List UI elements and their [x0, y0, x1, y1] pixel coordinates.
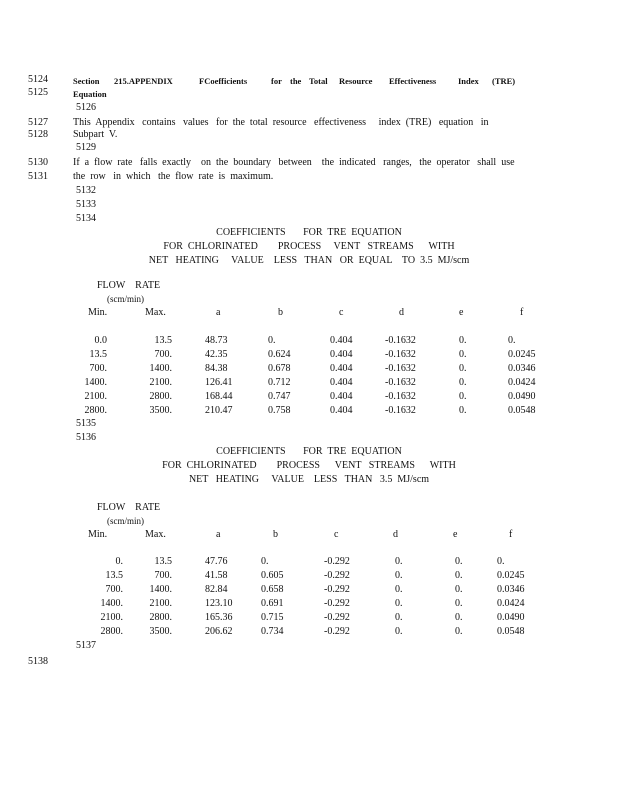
table-cell: 0.	[455, 612, 463, 623]
table-cell: 84.38	[205, 363, 228, 374]
table-cell: 0.	[459, 363, 467, 374]
table-cell: 0.	[508, 335, 516, 346]
table-cell: 0.0490	[508, 391, 536, 402]
table-cell: 2800.	[84, 405, 107, 416]
table-cell: 0.	[455, 626, 463, 637]
header-word: Section	[73, 76, 100, 86]
header-word: Resource	[339, 76, 373, 86]
line-number: 5132	[76, 185, 96, 196]
table-cell: -0.1632	[385, 391, 416, 402]
table-cell: 123.10	[205, 598, 233, 609]
table-cell: 0.624	[268, 349, 291, 360]
table-cell: 41.58	[205, 570, 228, 581]
table-cell: 0.	[459, 391, 467, 402]
table-cell: 1400.	[100, 598, 123, 609]
table-cell: -0.1632	[385, 363, 416, 374]
column-header: Min.	[88, 307, 108, 318]
table-cell: 0.605	[261, 570, 284, 581]
header-word: Total	[309, 76, 328, 86]
table-cell: 700.	[105, 584, 123, 595]
table-cell: 0.0490	[497, 612, 525, 623]
column-header: d	[399, 307, 404, 318]
table-cell: 0.0	[94, 335, 107, 346]
table-cell: -0.292	[324, 570, 350, 581]
line-number: 5127	[28, 117, 48, 128]
table-cell: 2800.	[100, 626, 123, 637]
table-cell: 2100.	[149, 598, 172, 609]
table-cell: -0.292	[324, 626, 350, 637]
table-cell: 0.0424	[497, 598, 525, 609]
table-cell: 0.	[268, 335, 276, 346]
column-header: b	[273, 529, 278, 540]
table-cell: 168.44	[205, 391, 233, 402]
column-header: f	[520, 307, 524, 318]
table-cell: 0.	[115, 556, 123, 567]
table-cell: 2800.	[149, 391, 172, 402]
table-cell: 0.	[261, 556, 269, 567]
table-cell: 0.	[455, 556, 463, 567]
column-header: Max.	[145, 307, 166, 318]
paragraph-line: Subpart V.	[73, 129, 118, 140]
header-word: Equation	[73, 89, 107, 99]
table-cell: 0.	[459, 377, 467, 388]
header-word: Index	[458, 76, 479, 86]
table-cell: 0.0424	[508, 377, 536, 388]
table-cell: 0.	[395, 556, 403, 567]
table-title: NET HEATING VALUE LESS THAN 3.5 MJ/scm	[188, 474, 430, 485]
paragraph-line: the row in which the flow rate is maximum.	[73, 171, 274, 182]
table-cell: -0.292	[324, 598, 350, 609]
table-cell: -0.1632	[385, 349, 416, 360]
table-cell: 0.715	[261, 612, 284, 623]
table-cell: 0.758	[268, 405, 291, 416]
table-cell: 0.404	[330, 349, 353, 360]
table-cell: 1400.	[149, 363, 172, 374]
table-cell: 13.5	[105, 570, 123, 581]
table-cell: 0.0346	[508, 363, 536, 374]
flow-rate-label: FLOW RATE	[97, 502, 161, 513]
table-cell: 0.	[459, 335, 467, 346]
line-number: 5125	[28, 87, 48, 98]
header-word: for	[271, 76, 282, 86]
table-cell: 0.	[455, 584, 463, 595]
header-word: 215.APPENDIX	[114, 76, 173, 86]
table-cell: 206.62	[205, 626, 233, 637]
table-cell: 2100.	[84, 391, 107, 402]
table-cell: 1400.	[149, 584, 172, 595]
column-header: a	[216, 529, 221, 540]
table-cell: 0.	[497, 556, 505, 567]
table-cell: 0.404	[330, 391, 353, 402]
table-cell: 0.0245	[497, 570, 525, 581]
line-number: 5129	[76, 142, 96, 153]
table-cell: 2100.	[100, 612, 123, 623]
units-label: (scm/min)	[107, 294, 144, 304]
table-cell: 2100.	[149, 377, 172, 388]
table-cell: 13.5	[154, 335, 172, 346]
table-cell: 0.	[395, 598, 403, 609]
table-cell: 700.	[89, 363, 107, 374]
line-number: 5138	[28, 656, 48, 667]
table-cell: 0.678	[268, 363, 291, 374]
line-number: 5124	[28, 74, 48, 85]
table-title: COEFFICIENTS FOR TRE EQUATION	[216, 227, 402, 238]
table-title: FOR CHLORINATED PROCESS VENT STREAMS WITH	[162, 460, 456, 471]
table-cell: -0.292	[324, 612, 350, 623]
table-cell: 0.0548	[508, 405, 536, 416]
table-cell: 3500.	[149, 626, 172, 637]
table-cell: 165.36	[205, 612, 233, 623]
table-cell: 82.84	[205, 584, 228, 595]
column-header: f	[509, 529, 513, 540]
table-cell: 47.76	[205, 556, 228, 567]
header-word: Effectiveness	[389, 76, 437, 86]
table-cell: 2800.	[149, 612, 172, 623]
table-cell: 0.	[395, 626, 403, 637]
header-word: FCoefficients	[199, 76, 248, 86]
table-cell: 0.404	[330, 335, 353, 346]
table-cell: 0.	[395, 584, 403, 595]
line-number: 5136	[76, 432, 96, 443]
table-cell: 0.0245	[508, 349, 536, 360]
table-cell: 1400.	[84, 377, 107, 388]
table-cell: 42.35	[205, 349, 228, 360]
table-cell: -0.1632	[385, 405, 416, 416]
line-number: 5135	[76, 418, 96, 429]
table-title: FOR CHLORINATED PROCESS VENT STREAMS WITH	[163, 241, 455, 252]
table-cell: -0.292	[324, 556, 350, 567]
table-cell: -0.1632	[385, 377, 416, 388]
table-cell: 0.	[459, 349, 467, 360]
table-cell: 0.404	[330, 405, 353, 416]
line-number: 5130	[28, 157, 48, 168]
table-cell: 0.658	[261, 584, 284, 595]
column-header: c	[339, 307, 344, 318]
table-cell: 0.404	[330, 363, 353, 374]
flow-rate-label: FLOW RATE	[97, 280, 161, 291]
table-cell: 0.	[455, 570, 463, 581]
column-header: Max.	[145, 529, 166, 540]
line-number: 5126	[76, 102, 96, 113]
table-cell: 700.	[154, 349, 172, 360]
table-cell: -0.292	[324, 584, 350, 595]
line-number: 5128	[28, 129, 48, 140]
table-cell: 0.712	[268, 377, 291, 388]
table-cell: -0.1632	[385, 335, 416, 346]
table-cell: 0.404	[330, 377, 353, 388]
table-cell: 0.734	[261, 626, 284, 637]
table-cell: 13.5	[89, 349, 107, 360]
line-number: 5131	[28, 171, 48, 182]
paragraph-line: This Appendix contains values for the total resource effectiveness index (TRE) equation in	[73, 117, 489, 128]
column-header: a	[216, 307, 221, 318]
table-cell: 48.73	[205, 335, 228, 346]
table-title: COEFFICIENTS FOR TRE EQUATION	[216, 446, 402, 457]
table-cell: 126.41	[205, 377, 233, 388]
table-cell: 0.	[459, 405, 467, 416]
column-header: e	[459, 307, 464, 318]
table-cell: 0.	[395, 570, 403, 581]
header-word: (TRE)	[492, 76, 516, 86]
line-number: 5134	[76, 213, 96, 224]
line-number: 5133	[76, 199, 96, 210]
column-header: d	[393, 529, 398, 540]
column-header: Min.	[88, 529, 108, 540]
line-number: 5137	[76, 640, 96, 651]
table-cell: 700.	[154, 570, 172, 581]
table-cell: 0.	[455, 598, 463, 609]
table-cell: 3500.	[149, 405, 172, 416]
column-header: b	[278, 307, 283, 318]
table-cell: 0.0548	[497, 626, 525, 637]
paragraph-line: If a flow rate falls exactly on the boundary between the indicated ranges, the operator shall use	[73, 157, 515, 168]
units-label: (scm/min)	[107, 516, 144, 526]
table-cell: 0.	[395, 612, 403, 623]
table-cell: 0.691	[261, 598, 284, 609]
table-cell: 0.0346	[497, 584, 525, 595]
table-cell: 0.747	[268, 391, 291, 402]
column-header: e	[453, 529, 458, 540]
table-cell: 13.5	[154, 556, 172, 567]
header-word: the	[290, 76, 302, 86]
column-header: c	[334, 529, 339, 540]
table-cell: 210.47	[205, 405, 233, 416]
table-title: NET HEATING VALUE LESS THAN OR EQUAL TO 3.5 MJ/scm	[148, 255, 470, 266]
